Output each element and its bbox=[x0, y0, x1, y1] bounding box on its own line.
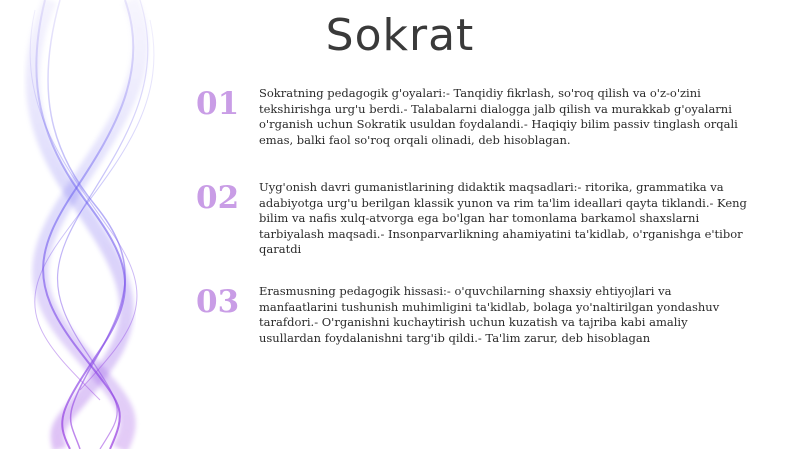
item-text: Erasmusning pedagogik hissasi:- o'quvchilarning shaxsiy ehtiyojlari va manfaatlarini tushunish muhimligini ta'kidlab, bolaga yo'naltirilgan yondashuv tarafdori.- O'rganishni kuchaytirish uchun kuzatish va tajriba kabi amaliy usullardan foydalanishni targ'ib qildi.- Ta'lim zarur, deb hisoblagan bbox=[259, 284, 720, 345]
item-number: 01 bbox=[196, 86, 240, 122]
decorative-ribbon bbox=[0, 0, 200, 449]
slide-title: Sokrat bbox=[325, 10, 475, 61]
item-number: 03 bbox=[196, 284, 240, 320]
item-text: Uyg'onish davri gumanistlarining didaktik maqsadlari:- ritorika, grammatika va adabiyotga urg'u berilgan klassik yunon va rim ta'lim ideallari qayta tiklandi.- Keng bilim va nafis xulq-atvorga ega bo'lgan har tomonlama barkamol shaxslarni tarbiyalash maqsadi.- Insonparvarlikning ahamiyatini ta'kidlab, o'rganishga e'tibor qaratdi bbox=[259, 180, 747, 256]
item-text: Sokratning pedagogik g'oyalari:- Tanqidiy fikrlash, so'roq qilish va o'z-o'zini tekshirishga urg'u berdi.- Talabalarni dialogga jalb qilish va murakkab g'oyalarni o'rganish uchun Sokratik usuldan foydalandi.- Haqiqiy bilim passiv tinglash orqali emas, balki faol so'roq orqali olinadi, deb hisoblagan. bbox=[259, 86, 738, 147]
item-number: 02 bbox=[196, 180, 240, 216]
